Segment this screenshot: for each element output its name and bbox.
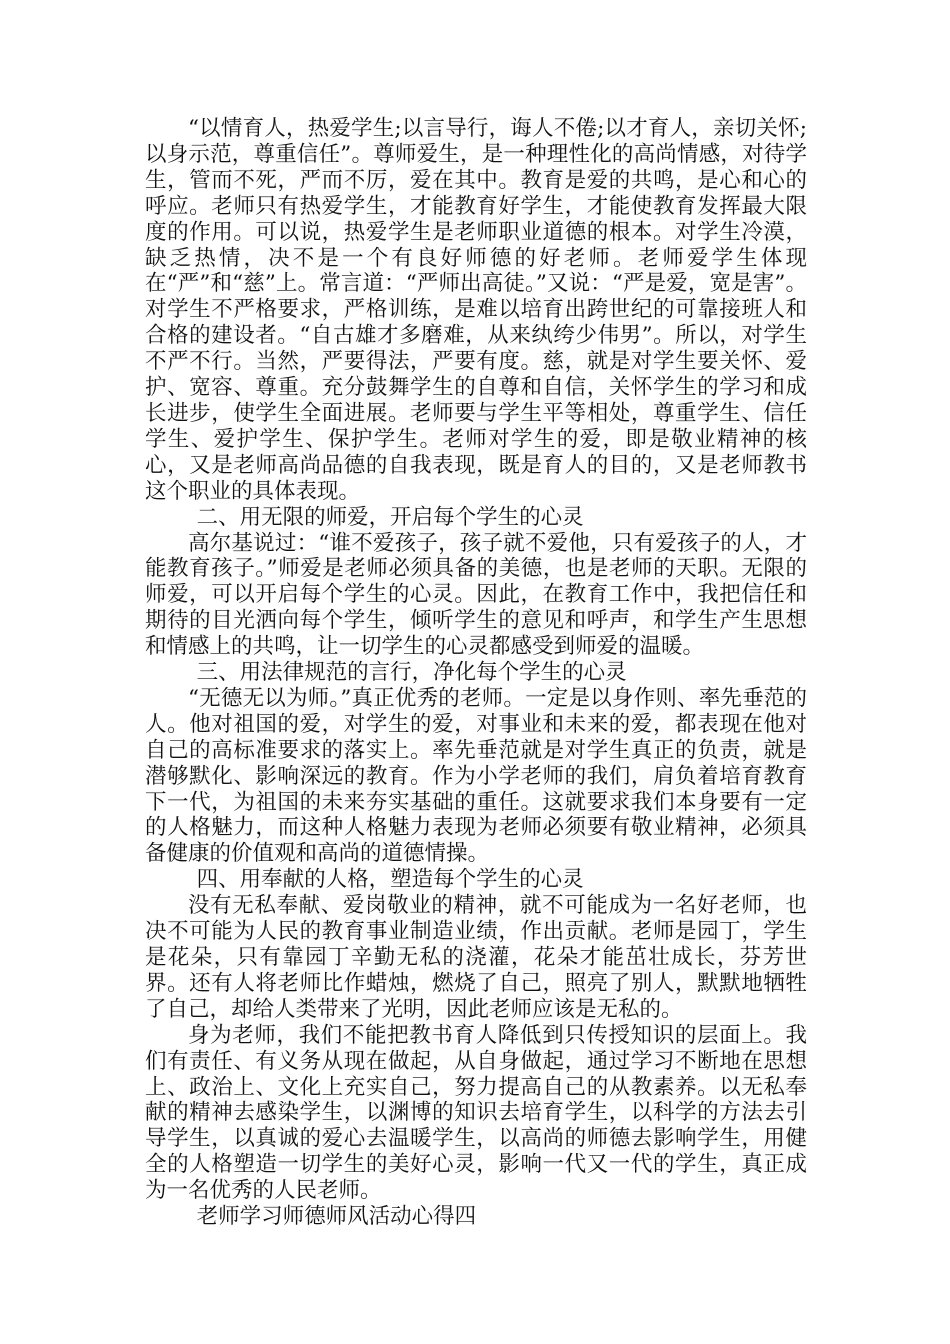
section-heading-4: 四、用奉献的人格，塑造每个学生的心灵 — [196, 867, 584, 893]
next-article-title: 老师学习师德师风活动心得四 — [196, 1204, 477, 1230]
paragraph-love-students: “以情育人，热爱学生;以言导行，诲人不倦;以才育人，亲切关怀;以身示范，尊重信任”。尊师爱生，是一种理性化的高尚情感，对待学生，管而不死，严而不厉，爱在其中。教育是爱的共鸣，是心和心的呼应。老师只有热爱学生，才能教育好学生，才能使教育发挥最大限度的作用。可以说，热爱学生是老师职业道德的根本。对学生冷漠，缺乏热情，决不是一个有良好师德的好老师。老师爱学生体现在“严”和“慈”上。常言道：“严师出高徒。”又说：“严是爱，宽是害”。对学生不严格要求，严格训练，是难以培育出跨世纪的可靠接班人和合格的建设者。“自古雄才多磨难，从来纨绔少伟男”。所以，对学生不严不行。当然，严要得法，严要有度。慈，就是对学生要关怀、爱护、宽容、尊重。充分鼓舞学生的自尊和自信，关怀学生的学习和成长进步，使学生全面进展。老师要与学生平等相处，尊重学生、信任学生、爱护学生、保护学生。老师对学生的爱，即是敬业精神的核心，又是老师高尚品德的自我表现，既是育人的目的，又是老师教书这个职业的具体表现。 — [145, 116, 807, 504]
paragraph-lead-by-example: “无德无以为师。”真正优秀的老师。一定是以身作则、率先垂范的人。他对祖国的爱，对学生的爱，对事业和未来的爱，都表现在他对自己的高标准要求的落实上。率先垂范就是对学生真正的负责，就是潜够默化、影响深远的教育。作为小学老师的我们，肩负着培育教育下一代，为祖国的未来夯实基础的重任。这就要求我们本身要有一定的人格魅力，而这种人格魅力表现为老师必须要有敬业精神，必须具备健康的价值观和高尚的道德情操。 — [145, 685, 807, 867]
section-heading-2: 二、用无限的师爱，开启每个学生的心灵 — [196, 504, 584, 530]
section-heading-3: 三、用法律规范的言行，净化每个学生的心灵 — [196, 660, 627, 686]
document-body — [145, 116, 807, 1230]
paragraph-teacher-responsibility: 身为老师，我们不能把教书育人降低到只传授知识的层面上。我们有责任、有义务从现在做起，从自身做起，通过学习不断地在思想上、政治上、文化上充实自己，努力提高自己的从教素养。以无私奉献的精神去感染学生，以渊博的知识去培育学生，以科学的方法去引导学生，以真诚的爱心去温暖学生，以高尚的师德去影响学生，用健全的人格塑造一切学生的美好心灵，影响一代又一代的学生，真正成为一名优秀的人民老师。 — [145, 1022, 807, 1204]
paragraph-selfless-dedication: 没有无私奉献、爱岗敬业的精神，就不可能成为一名好老师，也决不可能为人民的教育事业制造业绩，作出贡献。老师是园丁，学生是花朵，只有靠园丁辛勤无私的浇灌，花朵才能茁壮成长，芬芳世界。还有人将老师比作蜡烛，燃烧了自己，照亮了别人，默默地牺牲了自己，却给人类带来了光明，因此老师应该是无私的。 — [145, 893, 807, 1022]
paragraph-infinite-love: 高尔基说过：“谁不爱孩子，孩子就不爱他，只有爱孩子的人，才能教育孩子。”师爱是老师必须具备的美德，也是老师的天职。无限的师爱，可以开启每个学生的心灵。因此，在教育工作中，我把信任和期待的目光洒向每个学生，倾听学生的意见和呼声，和学生产生思想和情感上的共鸣，让一切学生的心灵都感受到师爱的温暖。 — [145, 530, 807, 660]
